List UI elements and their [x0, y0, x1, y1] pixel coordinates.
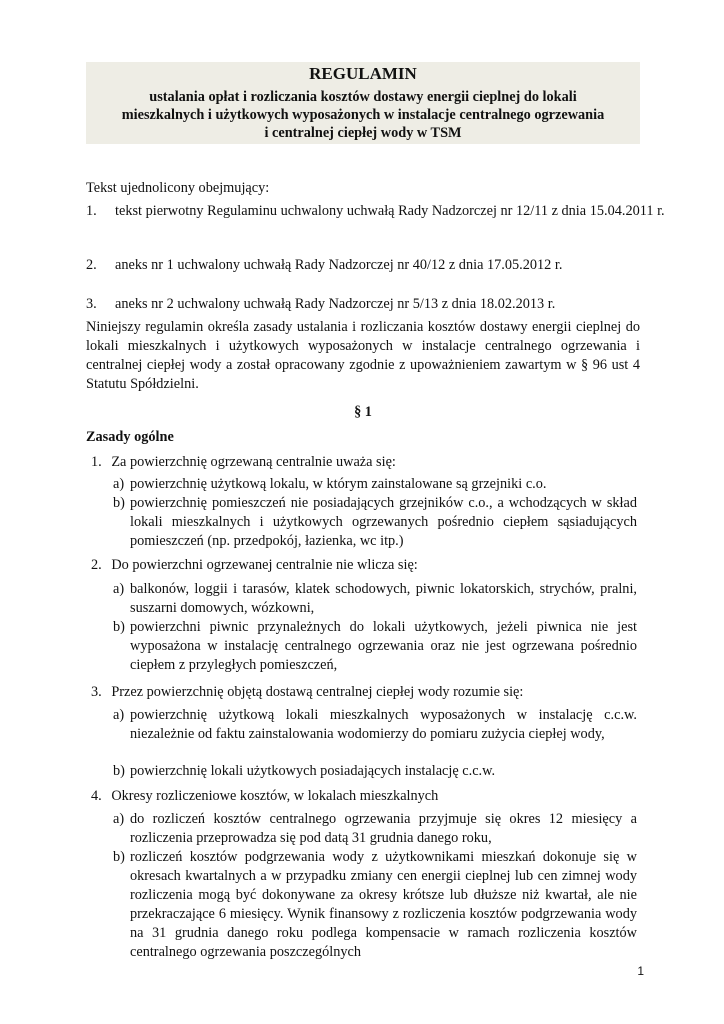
point-2 [91, 556, 418, 575]
intro-label: Tekst ujednolicony obejmujący: [86, 180, 270, 196]
point-text: Okresy rozliczeniowe kosztów, w lokalach mieszkalnych [111, 788, 439, 804]
subtitle-line: i centralnej ciepłej wody w TSM [264, 125, 462, 141]
intro-item-number: 3. [86, 296, 97, 312]
sub-item-text: powierzchnię pomieszczeń nie posiadających grzejników c.o., a wchodzących w skład lokali mieszkalnych i użytkowych ogrzewanych pośrednio ciepłem sąsiadujących pomieszczeń (np. przedpokój, łazienka, wc itp.) [130, 495, 637, 549]
sub-item-text: powierzchni piwnic przynależnych do lokali użytkowych, jeżeli piwnica nie jest wyposażona w instalację centralnego ogrzewania oraz nie jest ogrzewana pośrednio ciepłem z przyległych pomieszczeń, [130, 619, 637, 673]
subtitle-line: mieszkalnych i użytkowych wyposażonych w instalacje centralnego ogrzewania [121, 107, 605, 123]
section-title: Zasady ogólne [86, 429, 174, 445]
intro-item-number: 1. [86, 203, 97, 219]
point-text: Przez powierzchnię objętą dostawą centralnej ciepłej wody rozumie się: [111, 684, 524, 700]
sub-item-text: rozliczeń kosztów podgrzewania wody z użytkownikami mieszkań dokonuje się w okresach kwartalnych a w przypadku zmiany cen energii cieplnej lub cen zimnej wody rozliczenia mogą być dokonywane za okresy krótsze lub dłuższe niż kwartał, ale nie przekraczające 6 miesięcy. Wynik finansowy z rozliczenia kosztów podgrzewania wody na 31 grudnia danego roku podlega kompensacie w ramach rozliczenia kosztów centralnego ogrzewania poszczególnych [130, 849, 637, 960]
page-number: 1 [637, 964, 644, 978]
document-subtitle [86, 88, 640, 142]
sub-item [113, 810, 637, 848]
preamble-paragraph: Niniejszy regulamin określa zasady ustalania i rozliczania kosztów dostawy energii cieplnej do lokali mieszkalnych i użytkowych wyposażonych w instalacje centralnego ogrzewania i centralnej ciepłej wody a został opracowany zgodnie z upoważnieniem zawartym w § 96 ust 4 Statutu Spółdzielni. [86, 319, 640, 392]
sub-item-letter: a) [113, 811, 125, 827]
sub-item [113, 618, 637, 675]
sub-item [113, 475, 637, 494]
point-number: 3. [91, 684, 102, 700]
sub-item-letter: a) [113, 707, 125, 723]
sub-item-text: do rozliczeń kosztów centralnego ogrzewania przyjmuje się okres 12 miesięcy a rozliczenia przeprowadza się pod datą 31 grudnia danego roku, [130, 811, 637, 846]
intro-item-text: aneks nr 2 uchwalony uchwałą Rady Nadzorczej nr 5/13 z dnia 18.02.2013 r. [115, 296, 556, 312]
point-text: Za powierzchnię ogrzewaną centralnie uważa się: [111, 454, 396, 470]
sub-item [113, 706, 637, 744]
sub-item-text: powierzchnię użytkową lokali mieszkalnych wyposażonych w instalację c.c.w. niezależnie od faktu zainstalowania wodomierzy do pomiaru zużycia ciepłej wody, [130, 707, 637, 742]
sub-item-letter: b) [113, 495, 125, 511]
sub-item-letter: b) [113, 619, 125, 635]
subtitle-line: ustalania opłat i rozliczania kosztów dostawy energii cieplnej do lokali [149, 89, 577, 105]
sub-item-text: powierzchnię użytkową lokalu, w którym zainstalowane są grzejniki c.o. [130, 476, 547, 492]
point-1 [91, 453, 396, 472]
point-3 [91, 683, 523, 702]
sub-item [113, 848, 637, 962]
point-text: Do powierzchni ogrzewanej centralnie nie wlicza się: [111, 557, 418, 573]
sub-item-letter: b) [113, 763, 125, 779]
point-number: 1. [91, 454, 102, 470]
sub-item-text: balkonów, loggii i tarasów, klatek schodowych, piwnic lokatorskich, strychów, pralni, suszarni domowych, wózkowni, [130, 581, 637, 616]
point-number: 4. [91, 788, 102, 804]
intro-item [86, 202, 669, 221]
intro-item-text: aneks nr 1 uchwalony uchwałą Rady Nadzorczej nr 40/12 z dnia 17.05.2012 r. [115, 257, 563, 273]
intro-item-number: 2. [86, 257, 97, 273]
sub-item [113, 494, 637, 551]
section-mark: § 1 [354, 404, 372, 420]
sub-item [113, 580, 637, 618]
intro-item-text: tekst pierwotny Regulaminu uchwalony uchwałą Rady Nadzorczej nr 12/11 z dnia 15.04.2011 r. [115, 203, 665, 219]
point-number: 2. [91, 557, 102, 573]
sub-item-letter: a) [113, 581, 125, 597]
point-4 [91, 787, 438, 806]
sub-item-letter: b) [113, 849, 125, 865]
sub-item-text: powierzchnię lokali użytkowych posiadających instalację c.c.w. [130, 763, 496, 779]
title-box [86, 62, 640, 144]
sub-item [113, 762, 637, 781]
intro-item [86, 295, 669, 314]
document-title: REGULAMIN [309, 64, 417, 83]
sub-item-letter: a) [113, 476, 125, 492]
intro-item [86, 256, 669, 275]
